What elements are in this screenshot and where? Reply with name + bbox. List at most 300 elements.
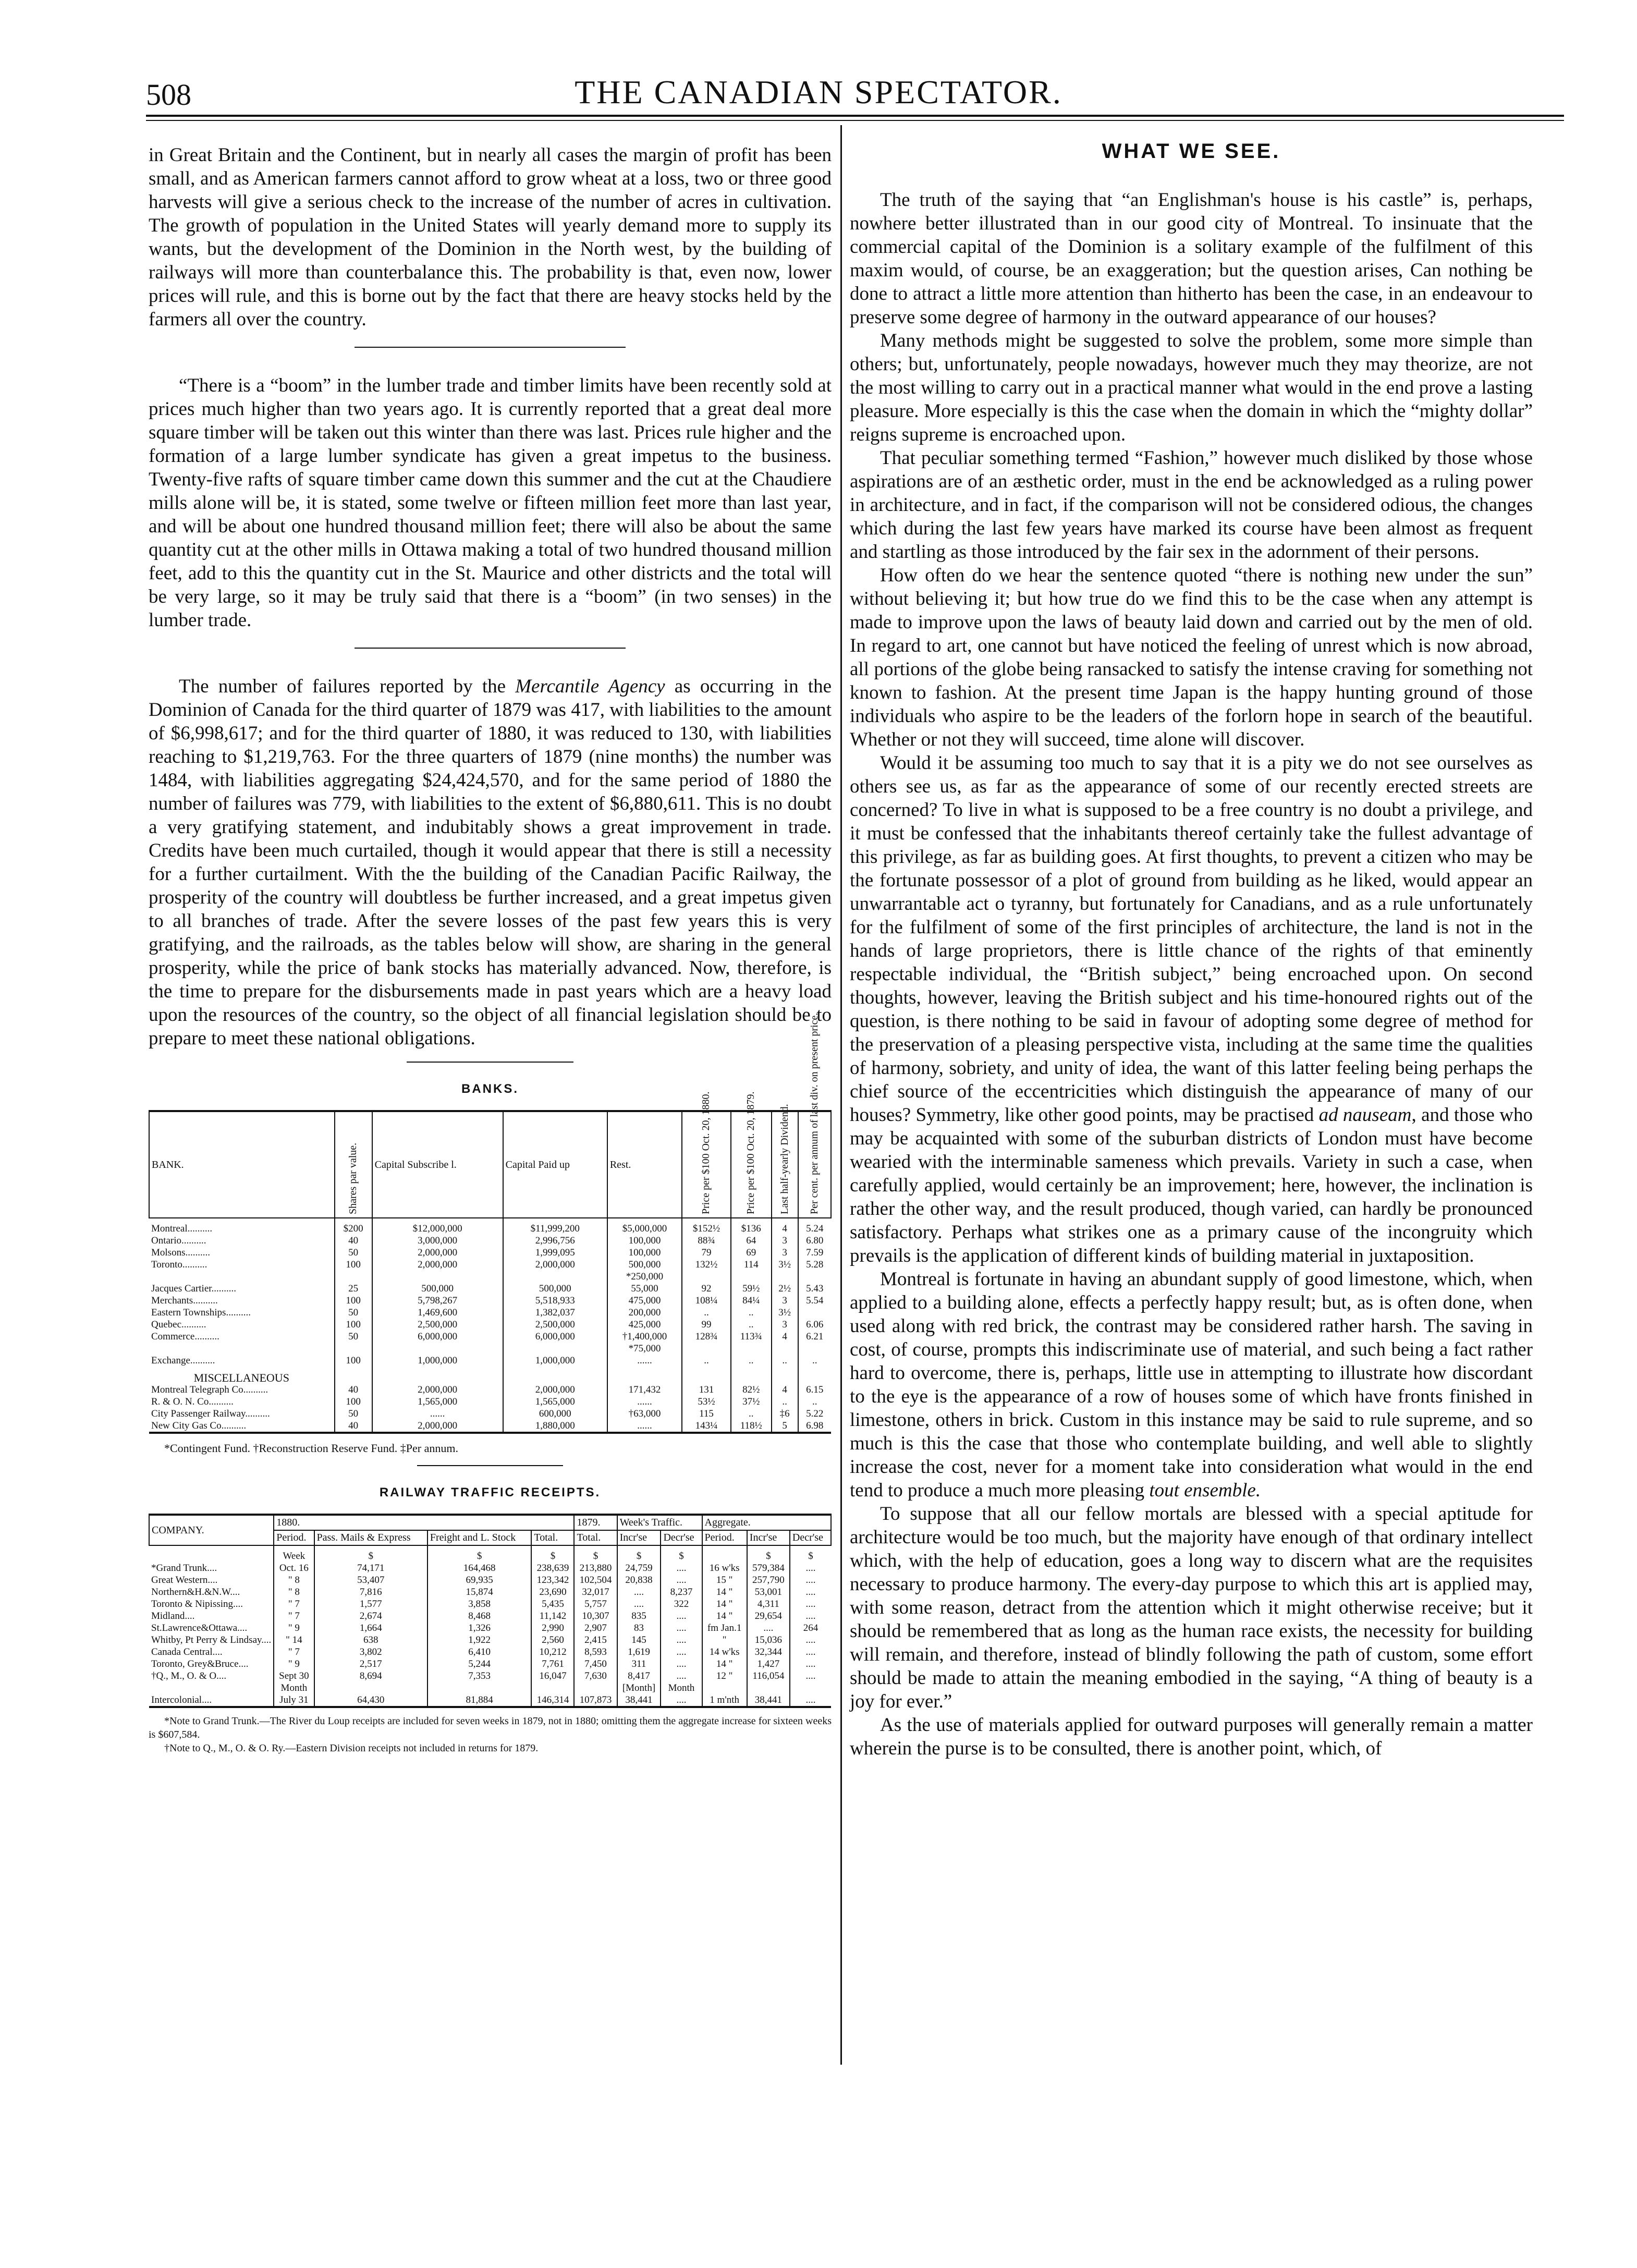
table-cell: 2,517 (314, 1658, 427, 1670)
table-cell: 12 " (702, 1670, 747, 1682)
table-cell: 50 (335, 1331, 372, 1343)
table-row (149, 1343, 831, 1355)
table-cell: 2,000,000 (372, 1384, 503, 1396)
divider (407, 1062, 573, 1063)
table-cell: 6.21 (798, 1331, 831, 1343)
table-cell (798, 1367, 831, 1384)
table-row (149, 1634, 831, 1646)
table-cell: 6.15 (798, 1384, 831, 1396)
unit-cell: $ (747, 1545, 790, 1562)
table-cell: .... (661, 1622, 702, 1634)
table-cell: $136 (731, 1218, 772, 1235)
table-row (149, 1420, 831, 1433)
row-label: New City Gas Co.......... (151, 1420, 247, 1431)
table-cell: 23,690 (531, 1586, 574, 1598)
table-cell: 53,407 (314, 1574, 427, 1586)
unit-cell: $ (661, 1545, 702, 1562)
table-cell: .... (661, 1634, 702, 1646)
table-cell: 40 (335, 1235, 372, 1247)
row-label: Whitby, Pt Perry & Lindsay.... (151, 1635, 272, 1645)
table-cell: .... (790, 1646, 831, 1658)
table-row (149, 1658, 831, 1670)
table-cell (731, 1271, 772, 1283)
table-row (149, 1259, 831, 1271)
table-cell: 3 (772, 1247, 798, 1259)
table-cell: 115 (682, 1408, 730, 1420)
table-cell: 2,674 (314, 1610, 427, 1622)
table-cell: 16,047 (531, 1670, 574, 1682)
table-cell: 50 (335, 1247, 372, 1259)
table-cell: .. (798, 1355, 831, 1367)
table-cell: 2,996,756 (503, 1235, 607, 1247)
table-cell: " 7 (274, 1598, 314, 1610)
table-cell: 2,000,000 (503, 1384, 607, 1396)
table-cell: 38,441 (617, 1694, 661, 1707)
left-column (149, 143, 832, 1755)
table-row (149, 1307, 831, 1319)
table-cell: Sept 30 (274, 1670, 314, 1682)
table-cell: " 7 (274, 1610, 314, 1622)
table-cell: 59½ (731, 1283, 772, 1295)
table-cell: 1,880,000 (503, 1420, 607, 1433)
table-row (149, 1271, 831, 1283)
table-cell: .. (682, 1307, 730, 1319)
table-cell: .. (798, 1396, 831, 1408)
table-cell: ...... (372, 1408, 503, 1420)
row-label: City Passenger Railway.......... (151, 1408, 270, 1419)
table-cell: 835 (617, 1610, 661, 1622)
table-cell: " 9 (274, 1658, 314, 1670)
table-cell: 1,922 (427, 1634, 532, 1646)
table-cell (731, 1367, 772, 1384)
table-cell: .... (661, 1574, 702, 1586)
table-cell: " 7 (274, 1646, 314, 1658)
table-cell: 3½ (772, 1259, 798, 1271)
table-cell: 2,000,000 (503, 1259, 607, 1271)
table-cell: 238,639 (531, 1562, 574, 1574)
railway-note-grand-trunk: *Note to Grand Trunk.—The River du Loup receipts are included for seven weeks in 1879, not in 1880; omitting them the aggregate increase for sixteen weeks is $607,584. (149, 1715, 832, 1740)
row-label: Intercolonial.... (151, 1694, 212, 1705)
table-cell: $11,999,200 (503, 1218, 607, 1235)
table-cell: *250,000 (607, 1271, 682, 1283)
table-cell: 99 (682, 1319, 730, 1331)
col-agg-increase: Incr'se (747, 1530, 790, 1545)
table-cell (682, 1343, 730, 1355)
table-cell: 24,759 (617, 1562, 661, 1574)
table-cell: 10,212 (531, 1646, 574, 1658)
table-cell: 5 (772, 1420, 798, 1433)
table-cell: 264 (790, 1622, 831, 1634)
table-cell: " (702, 1634, 747, 1646)
table-cell: 2,907 (574, 1622, 617, 1634)
table-row (149, 1574, 831, 1586)
table-cell: 14 " (702, 1598, 747, 1610)
table-cell (790, 1682, 831, 1694)
table-cell: 14 " (702, 1658, 747, 1670)
table-cell: 114 (731, 1259, 772, 1271)
table-cell (335, 1343, 372, 1355)
table-row (149, 1396, 831, 1408)
table-cell: .. (731, 1408, 772, 1420)
table-cell: .... (661, 1646, 702, 1658)
unit-cell: $ (790, 1545, 831, 1562)
table-cell: 55,000 (607, 1283, 682, 1295)
table-cell: 1,469,600 (372, 1307, 503, 1319)
row-label: Eastern Townships.......... (151, 1307, 251, 1318)
table-cell: 6.98 (798, 1420, 831, 1433)
table-cell: 116,054 (747, 1670, 790, 1682)
table-cell: 5,244 (427, 1658, 532, 1670)
table-row (149, 1586, 831, 1598)
table-cell: .... (790, 1634, 831, 1646)
table-cell: 131 (682, 1384, 730, 1396)
table-cell (149, 1545, 274, 1562)
row-label: Midland.... (151, 1611, 195, 1621)
table-cell: " 9 (274, 1622, 314, 1634)
table-cell: 8,694 (314, 1670, 427, 1682)
paragraph: Many methods might be suggested to solve the problem, some more simple than others; but, unfortunately, people nowadays, however much they may theorize, are not the most willing to carry out in a practical manner what would in the end prove a lasting pleasure. More especially is this the case when the domain in which the “mighty dollar” reigns supreme is encroached upon. (850, 330, 1533, 445)
table-cell: †63,000 (607, 1408, 682, 1420)
right-column (850, 140, 1533, 1760)
col-agg-period: Period. (702, 1530, 747, 1545)
table-cell (731, 1343, 772, 1355)
table-cell: 1,999,095 (503, 1247, 607, 1259)
table-cell: $200 (335, 1218, 372, 1235)
table-cell: 3,802 (314, 1646, 427, 1658)
masthead-title: THE CANADIAN SPECTATOR. (575, 74, 1062, 111)
table-cell: 84¼ (731, 1295, 772, 1307)
table-cell: 53½ (682, 1396, 730, 1408)
divider (417, 1465, 563, 1466)
table-cell: 143¼ (682, 1420, 730, 1433)
table-cell: Month (274, 1682, 314, 1694)
table-cell: 7,450 (574, 1658, 617, 1670)
table-cell: 81,884 (427, 1694, 532, 1707)
table-cell: 7,353 (427, 1670, 532, 1682)
table-cell (798, 1271, 831, 1283)
table-cell: 10,307 (574, 1610, 617, 1622)
paragraph: How often do we hear the sentence quoted “there is nothing new under the sun” without believing it; but how true do we find this to be the case when any attempt is made to improve upon the laws of beauty laid down and carried out by the men of old. In regard to art, one cannot but have noticed the feeling of unrest which is now abroad, all portions of the globe being ransacked to satisfy the intense craving for something not known to fashion. At the present time Japan is the happy hunting ground of those individuals who aspire to be the leaders of the forlorn hope in search of the beautiful. Whether or not they will succeed, time alone will discover. (850, 565, 1533, 750)
row-label: Great Western.... (151, 1575, 218, 1586)
table-cell (372, 1343, 503, 1355)
table-cell: 64 (731, 1235, 772, 1247)
table-cell: 5.22 (798, 1408, 831, 1420)
table-cell: 2½ (772, 1283, 798, 1295)
table-cell: .... (790, 1574, 831, 1586)
table-cell: 38,441 (747, 1694, 790, 1707)
table-cell: 6,000,000 (372, 1331, 503, 1343)
row-label: Toronto & Nipissing.... (151, 1599, 243, 1609)
table-cell: .... (661, 1694, 702, 1707)
table-cell: 1,000,000 (372, 1355, 503, 1367)
banks-table (149, 1013, 832, 1434)
unit-cell: $ (531, 1545, 574, 1562)
table-cell: .. (682, 1355, 730, 1367)
table-cell (702, 1682, 747, 1694)
table-cell: 40 (335, 1384, 372, 1396)
table-cell (682, 1367, 730, 1384)
table-cell: 2,500,000 (503, 1319, 607, 1331)
table-cell: 638 (314, 1634, 427, 1646)
table-cell: .. (731, 1355, 772, 1367)
table-cell (503, 1367, 607, 1384)
table-cell: 5.43 (798, 1283, 831, 1295)
table-cell: 16 w'ks (702, 1562, 747, 1574)
table-cell: 1,382,037 (503, 1307, 607, 1319)
table-cell: 5.24 (798, 1218, 831, 1235)
table-row (149, 1247, 831, 1259)
table-cell: .. (772, 1355, 798, 1367)
table-cell: 5,435 (531, 1598, 574, 1610)
paragraph: To suppose that all our fellow mortals are blessed with a special aptitude for architecture would be too much, but the majority have enough of that ordinary intellect which, with the help of education, goes a long way to discern what are the requisites necessary to produce harmony. The every-day purpose to which this art is applied may, with some reason, detract from the attention which it might otherwise receive; but it should be remembered that as long as the human race exists, the necessity for building will remain, and therefore, instead of blindly following the path of custom, some effort should be made to attain the meaning embodied in the saying, “A thing of beauty is a joy for ever.” (850, 1503, 1533, 1712)
table-cell: 2,415 (574, 1634, 617, 1646)
row-label: Northern&H.&N.W.... (151, 1587, 240, 1598)
table-row (149, 1646, 831, 1658)
table-cell: 145 (617, 1634, 661, 1646)
table-cell: 14 " (702, 1610, 747, 1622)
table-cell (335, 1367, 372, 1384)
table-cell: .... (790, 1586, 831, 1598)
table-row (149, 1235, 831, 1247)
table-row (149, 1283, 831, 1295)
table-cell: .... (790, 1670, 831, 1682)
table-cell: 118½ (731, 1420, 772, 1433)
divider (355, 648, 626, 649)
table-cell (503, 1343, 607, 1355)
paragraph: That peculiar something termed “Fashion,” however much disliked by those whose aspirations are of an æsthetic order, must in the end be acknowledged as a ruling power in architecture, and in fact, if the comparison will not be considered odious, the changes which during the last few years have marked its course have been almost as frequent and startling as those introduced by the fair sex in the adornment of their persons. (850, 447, 1533, 563)
row-label (149, 1682, 274, 1694)
table-cell: 322 (661, 1598, 702, 1610)
row-label: †Q., M., O. & O.... (151, 1670, 227, 1681)
table-cell: 37½ (731, 1396, 772, 1408)
paragraph: in Great Britain and the Continent, but in nearly all cases the margin of profit has been small, and as American farmers cannot afford to grow wheat at a loss, two or three good harvests will give a serious check to the increase of the number of acres in cultivation. The growth of population in the United States will yearly demand more to supply its wants, but the development of the Dominion in the North west, by the building of railways will more than counterbalance this. The probability is that, even now, lower prices will rule, and this is borne out by the fact that there are heavy stocks held by the farmers all over the country. (149, 144, 832, 330)
table-cell: 4 (772, 1218, 798, 1235)
table-cell: 100 (335, 1259, 372, 1271)
table-cell: 7,761 (531, 1658, 574, 1670)
table-cell: 1,577 (314, 1598, 427, 1610)
table-cell: *75,000 (607, 1343, 682, 1355)
row-label (149, 1271, 335, 1283)
row-label: Quebec.......... (151, 1319, 206, 1330)
table-cell: 2,500,000 (372, 1319, 503, 1331)
table-cell: 2,000,000 (372, 1259, 503, 1271)
table-cell: 100 (335, 1319, 372, 1331)
table-cell: 3,858 (427, 1598, 532, 1610)
table-cell: .... (790, 1598, 831, 1610)
table-cell: 69,935 (427, 1574, 532, 1586)
col-agg-decrease: Decr'se (790, 1530, 831, 1545)
table-cell: 213,880 (574, 1562, 617, 1574)
table-cell: 14 w'ks (702, 1646, 747, 1658)
table-cell: $5,000,000 (607, 1218, 682, 1235)
table-cell: 3 (772, 1235, 798, 1247)
table-cell: 4,311 (747, 1598, 790, 1610)
paragraph: The truth of the saying that “an Englishman's house is his castle” is, perhaps, nowhere better illustrated than in our good city of Montreal. To insinuate that the commercial capital of the Dominion is a solitary example of the fulfilment of this maxim would, of course, be an exaggeration; but the question arises, Can nothing be done to attract a little more attention than hitherto has been the case, in an endeavour to preserve some degree of harmony in the outward appearance of our houses? (850, 189, 1533, 328)
table-cell: 311 (617, 1658, 661, 1670)
table-cell: 1,000,000 (503, 1355, 607, 1367)
table-cell: 600,000 (503, 1408, 607, 1420)
table-cell: 50 (335, 1307, 372, 1319)
row-label (149, 1343, 335, 1355)
table-cell: .... (790, 1658, 831, 1670)
table-cell: 4 (772, 1331, 798, 1343)
row-label: Toronto.......... (151, 1259, 207, 1270)
table-cell: 1,427 (747, 1658, 790, 1670)
table-row (149, 1562, 831, 1574)
table-cell: 5,518,933 (503, 1295, 607, 1307)
table-cell: 1,326 (427, 1622, 532, 1634)
divider (355, 347, 626, 348)
table-cell: .... (617, 1586, 661, 1598)
table-cell (314, 1682, 427, 1694)
table-cell: †1,400,000 (607, 1331, 682, 1343)
table-cell: .... (790, 1562, 831, 1574)
row-label: Ontario.......... (151, 1235, 206, 1246)
table-cell: $152½ (682, 1218, 730, 1235)
table-cell (335, 1271, 372, 1283)
table-cell: 579,384 (747, 1562, 790, 1574)
banks-col-header: BANK. (149, 1111, 335, 1218)
col-company: COMPANY. (149, 1515, 274, 1545)
table-cell: 29,654 (747, 1610, 790, 1622)
units-row (149, 1545, 831, 1562)
banks-table-title: BANKS. (461, 1082, 519, 1096)
banks-col-header: Capital Subscribe l. (372, 1111, 503, 1218)
paragraph: Would it be assuming too much to say that it is a pity we do not see ourselves as others see us, as far as the appearance of some of our recently erected streets are concerned? To live in what is supposed to be a free country is no doubt a privilege, and it must be confessed that the inhabitants thereof certainly take the fullest advantage of this privilege, as far as building goes. At first thoughts, to prevent a citizen who may be the fortunate possessor of a plot of ground from building as he liked, would appear an unwarrantable act o tyranny, but fortunately for Canadians, and as a rule unfortunately for the fulfilment of some of the first principles of architecture, the land is not in the hands of large proprietors, there is little chance of the rights of that eminently respectable individual, the “British subject,” being encroached upon. On second thoughts, however, leaving the British subject and his time-honoured rights out of the question, is there nothing to be said in favour of adopting some degree of method for the preservation of a pleasing perspective vista, including at the same time the qualities of harmony, sobriety, and unity of idea, the want of this latter feeling being perhaps the chief source of the eccentricities which distinguish the appearance of many of our houses? Symmetry, like other good points, may be practised ad nauseam, and those who may be acquainted with some of the suburban districts of London must have become wearied with the interminable sameness which prevails. Variety in such a case, when carefully applied, would certainly be an improvement; here, however, the inclination is rather the other way, and the result produced, though varied, can hardly be pronounced satisfactory. Perhaps what strikes one as a primary cause of the incongruity which prevails is the application of different kinds of building material in juxtaposition. (850, 752, 1533, 1266)
table-cell: " 8 (274, 1586, 314, 1598)
table-cell: 500,000 (372, 1283, 503, 1295)
table-cell: .... (661, 1658, 702, 1670)
col-total: Total. (531, 1530, 574, 1545)
page-header (0, 68, 1637, 120)
table-cell: 5.54 (798, 1295, 831, 1307)
table-cell: 100,000 (607, 1235, 682, 1247)
table-cell (772, 1271, 798, 1283)
page-number: 508 (146, 78, 191, 112)
row-label: Jacques Cartier.......... (151, 1283, 237, 1294)
col-freight: Freight and L. Stock (427, 1530, 532, 1545)
table-cell: 100,000 (607, 1247, 682, 1259)
table-cell: 5.28 (798, 1259, 831, 1271)
banks-col-header: Price per $100 Oct. 20, 1880. (682, 1111, 730, 1218)
table-cell: 32,344 (747, 1646, 790, 1658)
table-cell: 2,000,000 (372, 1247, 503, 1259)
column-divider (840, 125, 842, 2065)
group-week: Week's Traffic. (617, 1515, 702, 1530)
table-cell: 8,468 (427, 1610, 532, 1622)
header-rule-thin (146, 120, 1564, 121)
table-cell: 20,838 (617, 1574, 661, 1586)
table-cell: " 14 (274, 1634, 314, 1646)
unit-cell: $ (314, 1545, 427, 1562)
table-cell: 32,017 (574, 1586, 617, 1598)
table-cell: 1 m'nth (702, 1694, 747, 1707)
table-row (149, 1670, 831, 1682)
table-cell (372, 1367, 503, 1384)
table-cell: .... (747, 1622, 790, 1634)
railway-table (149, 1514, 832, 1708)
table-cell: 5,757 (574, 1598, 617, 1610)
table-cell: 1,664 (314, 1622, 427, 1634)
table-cell: 6.06 (798, 1319, 831, 1331)
table-cell: Oct. 16 (274, 1562, 314, 1574)
table-cell: 2,560 (531, 1634, 574, 1646)
table-cell: 69 (731, 1247, 772, 1259)
table-cell: ...... (607, 1396, 682, 1408)
paragraph: Montreal is fortunate in having an abundant supply of good limestone, which, when applied to a building alone, effects a perfectly happy result; but, as is often done, when used along with red brick, the contrast may be considered rather harsh. The saving in cost, of course, prompts this indiscriminate use of material, and such being a fact rather hard to overcome, there is, perhaps, little use in attempting to illustrate how discordant to the eye is the appearance of a row of houses some of which have fronts finished in limestone, others in brick. Custom in this instance may be said to rule supreme, and so much is this the case that those who contemplate building, and well able to slightly increase the cost, never for a moment take into consideration what would in the end tend to produce a much more pleasing tout ensemble. (850, 1269, 1533, 1501)
table-cell: 82½ (731, 1384, 772, 1396)
table-row (149, 1355, 831, 1367)
table-cell: 6,410 (427, 1646, 532, 1658)
col-decrease: Decr'se (661, 1530, 702, 1545)
header-rule (146, 115, 1564, 117)
table-cell: July 31 (274, 1694, 314, 1707)
row-label: *Grand Trunk.... (151, 1563, 217, 1574)
table-cell: 6,000,000 (503, 1331, 607, 1343)
table-cell: " 8 (274, 1574, 314, 1586)
table-cell (503, 1271, 607, 1283)
table-cell (427, 1682, 532, 1694)
table-cell: 123,342 (531, 1574, 574, 1586)
table-cell: 164,468 (427, 1562, 532, 1574)
table-row (149, 1408, 831, 1420)
table-cell: 64,430 (314, 1694, 427, 1707)
table-cell: Month (661, 1682, 702, 1694)
banks-col-header: Capital Paid up (503, 1111, 607, 1218)
table-cell: 102,504 (574, 1574, 617, 1586)
table-cell: 5,798,267 (372, 1295, 503, 1307)
table-cell: 500,000 (607, 1259, 682, 1271)
table-cell: $12,000,000 (372, 1218, 503, 1235)
table-cell: 1,619 (617, 1646, 661, 1658)
table-row (149, 1610, 831, 1622)
railway-note-qmoo: †Note to Q., M., O. & O. Ry.—Eastern Division receipts not included in returns for 1879. (164, 1742, 539, 1754)
table-cell: fm Jan.1 (702, 1622, 747, 1634)
table-cell: 3 (772, 1295, 798, 1307)
table-cell: 4 (772, 1384, 798, 1396)
unit-cell: $ (617, 1545, 661, 1562)
group-aggregate: Aggregate. (702, 1515, 832, 1530)
paragraph: As the use of materials applied for outward purposes will generally remain a matter wherein the purse is to be consulted, there is another point, which, of (850, 1714, 1533, 1759)
table-cell: 113¾ (731, 1331, 772, 1343)
col-period: Period. (274, 1530, 314, 1545)
table-cell: 79 (682, 1247, 730, 1259)
table-cell: 132½ (682, 1259, 730, 1271)
table-cell: .... (661, 1610, 702, 1622)
table-cell (607, 1367, 682, 1384)
table-cell (772, 1367, 798, 1384)
row-label: St.Lawrence&Ottawa.... (151, 1623, 248, 1633)
row-label: Molsons.......... (151, 1247, 210, 1258)
col-increase: Incr'se (617, 1530, 661, 1545)
table-cell: 88¾ (682, 1235, 730, 1247)
table-cell: 3 (772, 1319, 798, 1331)
table-cell: 7,630 (574, 1670, 617, 1682)
table-cell: 2,000,000 (372, 1420, 503, 1433)
row-label: Exchange.......... (151, 1355, 215, 1366)
table-cell: 1,565,000 (503, 1396, 607, 1408)
table-cell: 100 (335, 1396, 372, 1408)
table-cell: 15,036 (747, 1634, 790, 1646)
group-1879: 1879. (574, 1515, 617, 1530)
table-row (149, 1218, 831, 1235)
banks-col-header: Shares par value. (335, 1111, 372, 1218)
table-row (149, 1384, 831, 1396)
banks-col-header: Price per $100 Oct. 20, 1879. (731, 1111, 772, 1218)
table-cell: 8,593 (574, 1646, 617, 1658)
banks-col-header: Last half-yearly Dividend. (772, 1111, 798, 1218)
table-cell: 8,417 (617, 1670, 661, 1682)
